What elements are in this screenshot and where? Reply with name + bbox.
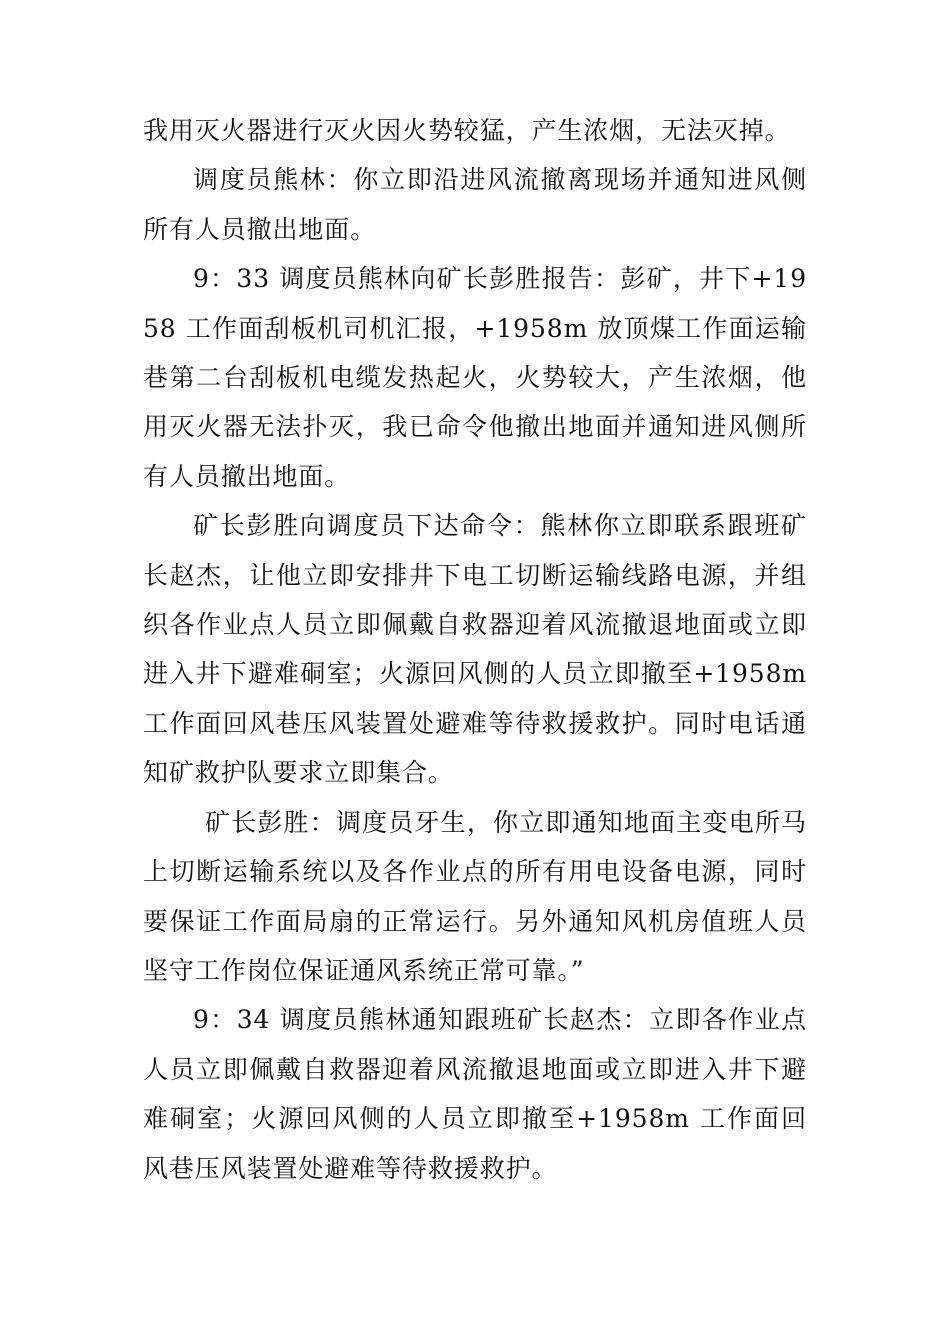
- paragraph-4: 矿长彭胜向调度员下达命令：熊林你立即联系跟班矿长赵杰，让他立即安排井下电工切断运输线路电源，并组织各作业点人员立即佩戴自救器迎着风流撤退地面或立即进入井下避难硐室；火源回风侧的人员立即撤至+1958m 工作面回风巷压风装置处避难等待救援救护。同时电话通知矿救护队要求立即集合。: [143, 511, 807, 788]
- paragraph-5: 矿长彭胜：调度员牙生，你立即通知地面主变电所马上切断运输系统以及各作业点的所有用电设备电源，同时要保证工作面局扇的正常运行。另外通知风机房值班人员坚守工作岗位保证通风系统正常可靠。”: [143, 807, 807, 985]
- paragraph-3: 9：33 调度员熊林向矿长彭胜报告：彭矿，井下+1958 工作面刮板机司机汇报，+1958m 放顶煤工作面运输巷第二台刮板机电缆发热起火，火势较大，产生浓烟，他用灭火器无法扑灭，我已命令他撤出地面并通知进风侧所有人员撤出地面。: [143, 264, 807, 491]
- paragraph-6: 9：34 调度员熊林通知跟班矿长赵杰：立即各作业点人员立即佩戴自救器迎着风流撤退地面或立即进入井下避难硐室；火源回风侧的人员立即撤至+1958m 工作面回风巷压风装置处避难等待救援救护。: [143, 1005, 807, 1183]
- paragraph-2: 调度员熊林：你立即沿进风流撤离现场并通知进风侧所有人员撤出地面。: [143, 165, 807, 244]
- paragraph-1: 我用灭火器进行灭火因火势较猛，产生浓烟，无法灭掉。: [143, 116, 791, 145]
- document-body: [143, 106, 807, 1193]
